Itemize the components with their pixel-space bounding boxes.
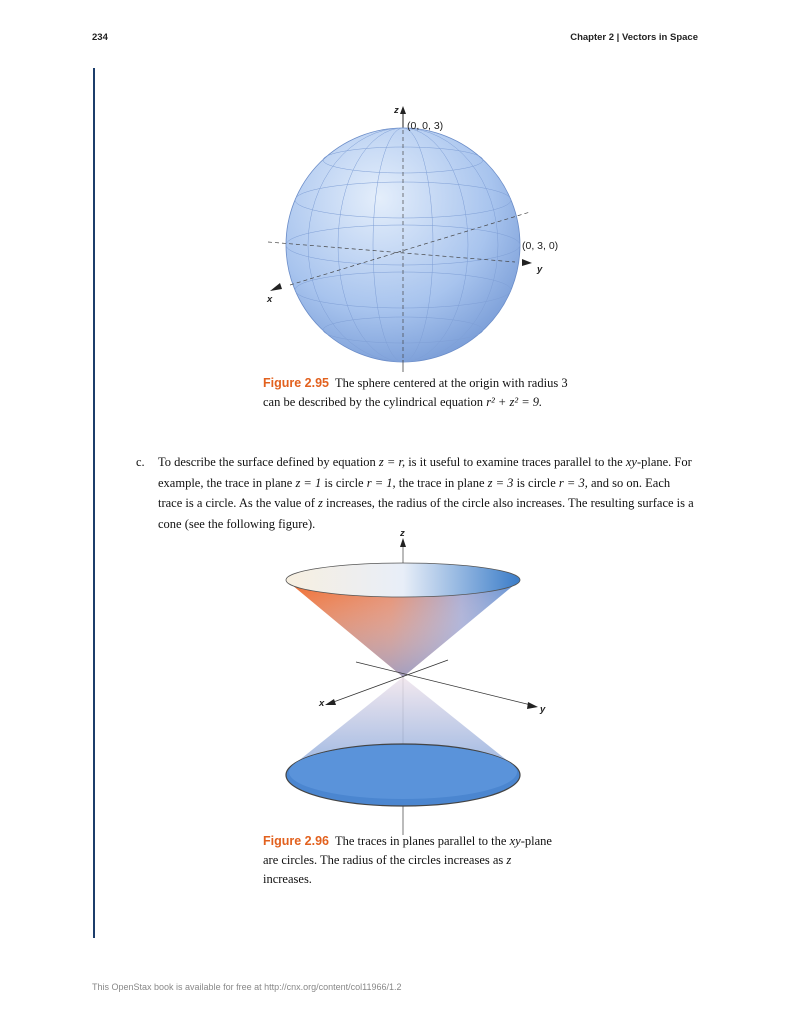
text: is it useful to examine traces parallel to the <box>405 455 626 469</box>
text: the trace in plane <box>395 475 488 490</box>
text: is circle <box>513 475 559 490</box>
text: -plane are circles. The radius of the circles increases as <box>263 834 552 867</box>
x-axis-label: x <box>267 294 273 305</box>
math: xy <box>509 834 521 848</box>
caption-math: 3 <box>561 376 568 390</box>
figure-2-95-caption <box>263 374 583 412</box>
math: z = 1 <box>295 475 322 490</box>
math: z <box>506 853 512 867</box>
cone-figure <box>286 528 546 835</box>
text: and so on. Each trace is a circle. As the value of <box>158 475 671 510</box>
z-axis-label: z <box>400 528 405 539</box>
text: -plane. For example, the trace in plane <box>158 455 692 490</box>
text: To describe the surface defined by equation <box>158 455 379 469</box>
z-axis-label: z <box>394 105 399 116</box>
text: increases. <box>263 872 312 886</box>
x-axis-label: x <box>319 698 325 709</box>
math: z <box>318 496 323 510</box>
paragraph-c <box>136 452 696 534</box>
figure-label: Figure 2.95 <box>263 376 329 390</box>
caption-text: can be described by the cylindrical equation <box>263 395 487 409</box>
text: The traces in planes parallel to the <box>335 834 510 848</box>
list-label: c. <box>136 455 145 469</box>
footer: This OpenStax book is available for free at http://cnx.org/content/col11966/1.2 <box>92 982 402 992</box>
sphere-figure <box>266 105 558 372</box>
caption-text: The sphere centered at the origin with radius <box>335 376 562 390</box>
math: z = r, <box>378 455 406 469</box>
y-axis-label: y <box>540 704 546 715</box>
math: r = 1, <box>366 475 396 490</box>
text: is circle <box>321 475 367 490</box>
point-label-side: (0, 3, 0) <box>522 240 559 252</box>
paragraph-text <box>158 452 696 534</box>
math: z = 3 <box>487 475 514 490</box>
caption-equation: r² + z² = 9. <box>486 395 543 409</box>
point-label-top: (0, 0, 3) <box>407 120 444 132</box>
figure-label: Figure 2.96 <box>263 834 329 848</box>
text: increases, the radius of the circle also increases. The resulting surface is a cone (see the following figure). <box>158 496 694 531</box>
chapter-header: Chapter 2 | Vectors in Space <box>570 32 698 43</box>
math: xy <box>625 455 637 469</box>
math: r = 3, <box>558 475 588 490</box>
top-trace-circle <box>286 563 520 597</box>
figure-2-96-caption <box>263 832 563 889</box>
page-number: 234 <box>92 32 108 43</box>
y-axis-label: y <box>537 264 543 275</box>
